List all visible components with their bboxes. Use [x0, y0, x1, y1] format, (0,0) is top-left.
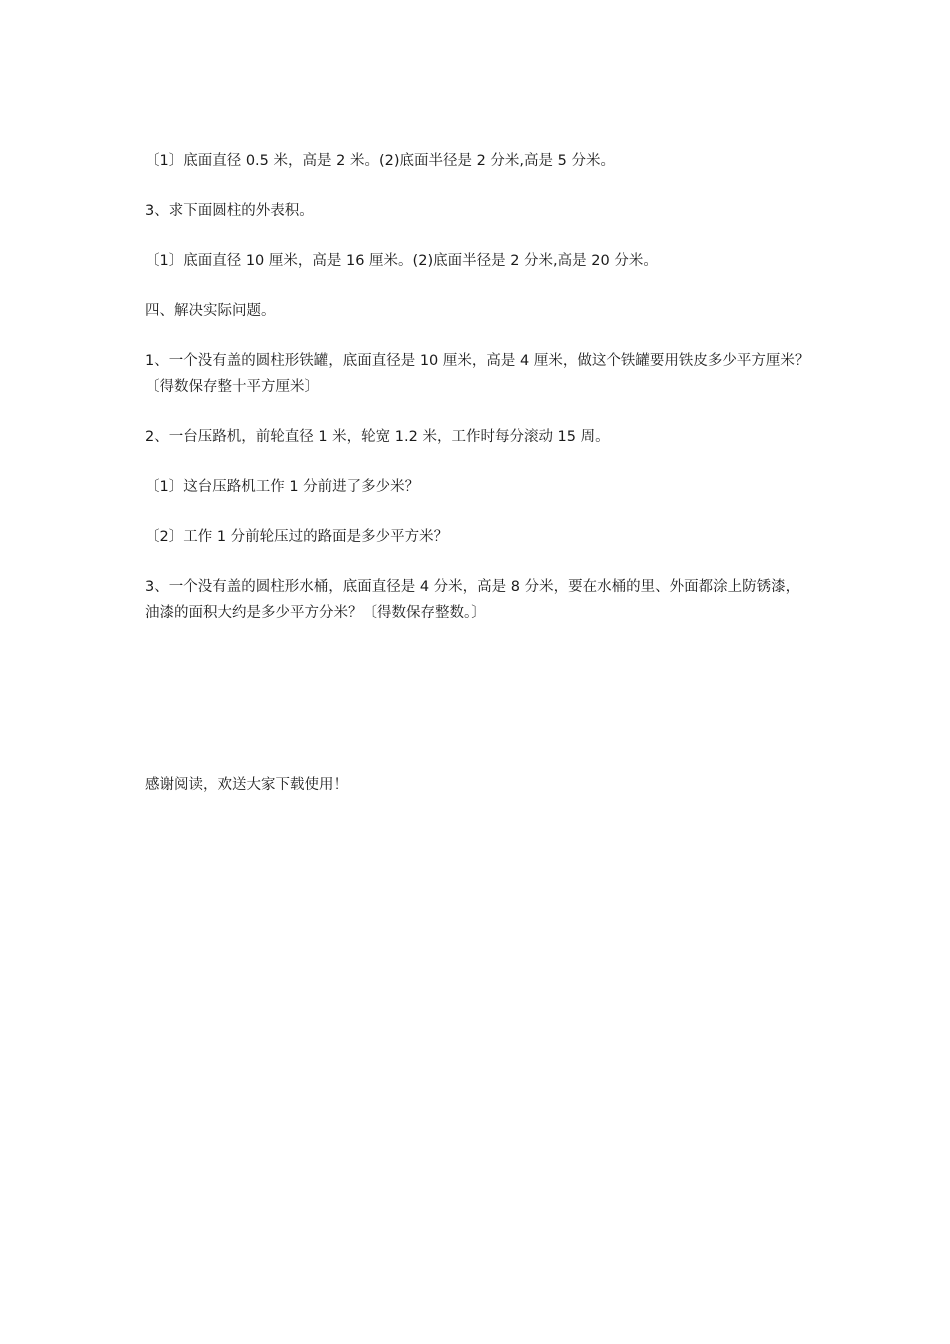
- paragraph-question-3-heading: 3、求下面圆柱的外表积。: [145, 203, 314, 219]
- paragraph-problem-3: 3、一个没有盖的圆柱形水桶，底面直径是 4 分米，高是 8 分米，要在水桶的里、外面都涂上防锈漆，油漆的面积大约是多少平方分米？〔得数保存整数。〕: [145, 579, 801, 621]
- paragraph-sub-question-2: 〔1〕底面直径 10 厘米，高是 16 厘米。(2)底面半径是 2 分米,高是 20 分米。: [145, 253, 658, 269]
- paragraph-sub-question-1: 〔1〕底面直径 0.5 米，高是 2 米。(2)底面半径是 2 分米,高是 5 分米。: [145, 153, 615, 169]
- paragraph-problem-2-part-1: 〔1〕这台压路机工作 1 分前进了多少米？: [145, 479, 420, 495]
- paragraph-problem-2: 2、一台压路机，前轮直径 1 米，轮宽 1.2 米，工作时每分滚动 15 周。: [145, 429, 610, 445]
- section-heading-practical-problems: 四、解决实际问题。: [145, 303, 276, 319]
- paragraph-problem-1: 1、一个没有盖的圆柱形铁罐，底面直径是 10 厘米，高是 4 厘米，做这个铁罐要用铁皮多少平方厘米？〔得数保存整十平方厘米〕: [145, 353, 810, 395]
- document-body: [145, 148, 810, 650]
- paragraph-problem-2-part-2: 〔2〕工作 1 分前轮压过的路面是多少平方米？: [145, 529, 449, 545]
- footer-thanks: 感谢阅读，欢送大家下载使用！: [145, 777, 348, 793]
